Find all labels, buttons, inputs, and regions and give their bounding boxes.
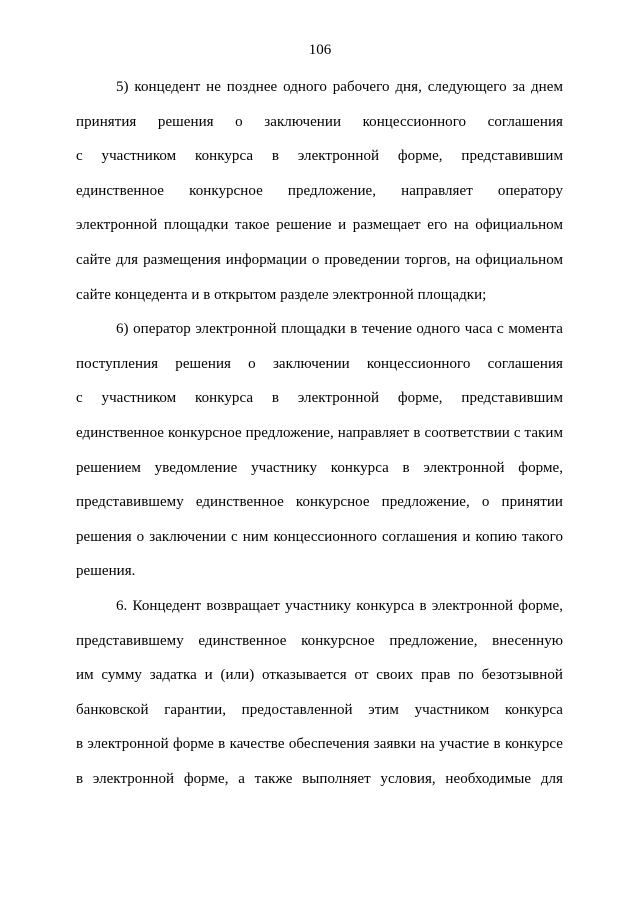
text-line: с участником конкурса в электронной форме, представившим <box>76 390 563 407</box>
text-line: 6) оператор электронной площадки в течение одного часа с момента <box>116 321 563 338</box>
text-line: в электронной форме, а также выполняет условия, необходимые для <box>76 770 563 787</box>
text-line: в электронной форме в качестве обеспечения заявки на участие в конкурсе <box>76 736 563 753</box>
text-line: представившему единственное конкурсное предложение, о принятии <box>76 494 563 511</box>
text-line: электронной площадки такое решение и размещает его на официальном <box>76 217 563 234</box>
text-line: банковской гарантии, предоставленной этим участником конкурса <box>76 701 563 718</box>
text-line: 6. Концедент возвращает участнику конкурса в электронной форме, <box>116 597 563 614</box>
text-line: 5) концедент не позднее одного рабочего дня, следующего за днем <box>116 79 563 95</box>
text-line: принятия решения о заключении концессионного соглашения <box>76 113 563 130</box>
text-line: поступления решения о заключении концессионного соглашения <box>76 355 563 372</box>
text-line: решения о заключении с ним концессионного соглашения и копию такого <box>76 528 563 545</box>
text-line: единственное конкурсное предложение, направляет в соответствии с таким <box>76 424 563 441</box>
document-body <box>76 70 563 796</box>
text-line: решения. <box>76 563 136 580</box>
text-line: с участником конкурса в электронной форме, представившим <box>76 148 563 165</box>
paragraph-item-5 <box>76 70 563 312</box>
text-line: им сумму задатка и (или) отказывается от своих прав по безотзывной <box>76 667 563 684</box>
text-line: сайте для размещения информации о проведении торгов, на официальном <box>76 251 563 268</box>
page-number: 106 <box>308 42 332 58</box>
paragraph-item-6 <box>76 312 563 589</box>
text-line: сайте концедента и в открытом разделе электронной площадки; <box>76 286 487 303</box>
paragraph-section-6 <box>76 589 563 797</box>
text-line: единственное конкурсное предложение, направляет оператору <box>76 182 563 199</box>
text-line: решением уведомление участнику конкурса в электронной форме, <box>76 459 563 476</box>
text-line: представившему единственное конкурсное предложение, внесенную <box>76 632 563 649</box>
